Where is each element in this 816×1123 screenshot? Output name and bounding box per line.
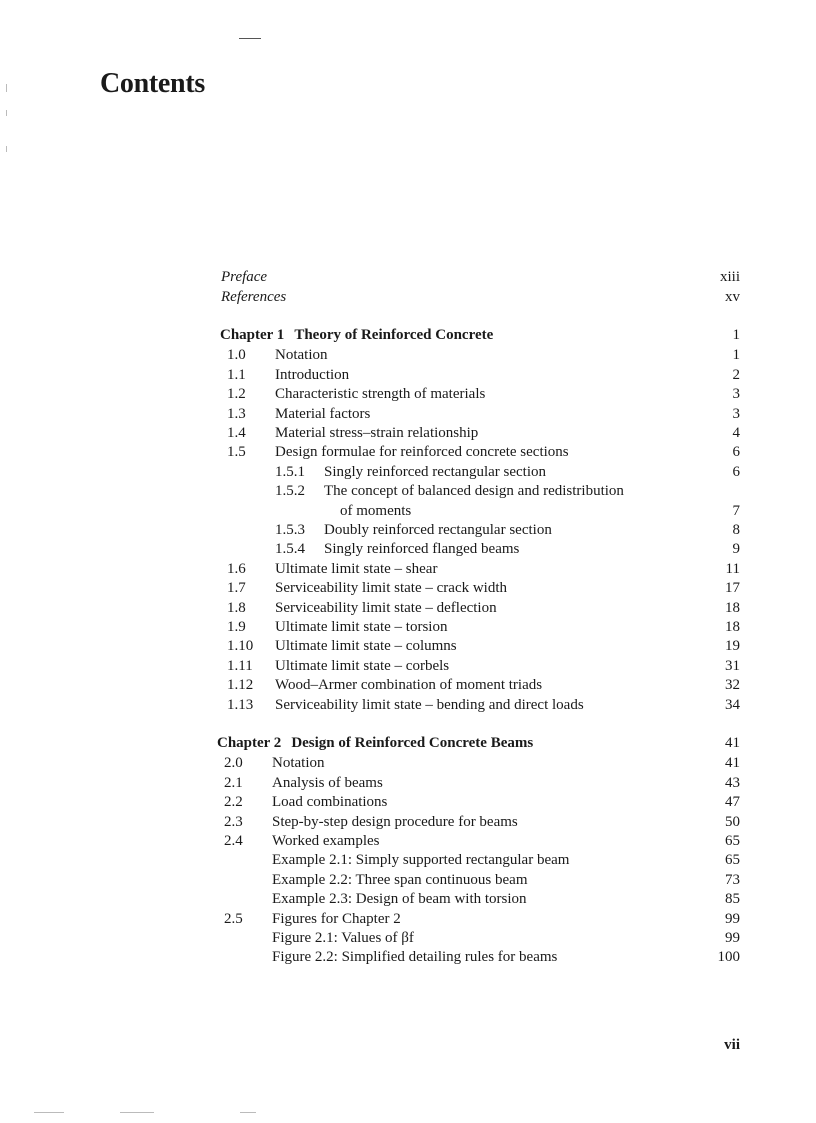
toc-page-number: 31 bbox=[725, 658, 740, 674]
toc-section bbox=[0, 793, 816, 812]
toc-subsection bbox=[0, 521, 816, 540]
toc-entry-title: Serviceability limit state – bending and direct loads bbox=[275, 697, 584, 713]
toc-page-number: 18 bbox=[725, 619, 740, 635]
toc-section bbox=[0, 813, 816, 832]
toc-section-number: 2.3 bbox=[224, 814, 243, 830]
toc-entry-title: Singly reinforced rectangular section bbox=[324, 464, 546, 480]
toc-section-number: 2.1 bbox=[224, 775, 243, 791]
toc-entry-title: Introduction bbox=[275, 367, 350, 383]
toc-section-number: 1.5.1 bbox=[275, 464, 305, 480]
toc-section bbox=[0, 346, 816, 365]
toc-page-number: 65 bbox=[725, 852, 740, 868]
toc-section bbox=[0, 657, 816, 676]
toc-section bbox=[0, 832, 816, 851]
toc-page-number: 73 bbox=[725, 872, 740, 888]
toc-entry-title: Singly reinforced flanged beams bbox=[324, 541, 520, 557]
toc-page-number: 6 bbox=[732, 464, 740, 480]
toc-section-number: 1.5.3 bbox=[275, 522, 305, 538]
toc-section bbox=[0, 579, 816, 598]
toc-entry-title: Serviceability limit state – crack width bbox=[275, 580, 508, 596]
toc-page-number: 43 bbox=[725, 775, 740, 791]
margin-mark bbox=[6, 110, 7, 116]
toc-entry-title: Preface bbox=[221, 269, 268, 285]
toc-entry-title: Doubly reinforced rectangular section bbox=[324, 522, 552, 538]
toc-page-number: 9 bbox=[732, 541, 740, 557]
toc-page-number: 19 bbox=[725, 638, 740, 654]
toc-section bbox=[0, 696, 816, 715]
toc-section bbox=[0, 948, 816, 967]
toc-page-number: 2 bbox=[732, 367, 740, 383]
toc-page-number: 11 bbox=[725, 561, 740, 577]
toc-section-number: 1.11 bbox=[227, 658, 253, 674]
toc-subsection bbox=[0, 540, 816, 559]
chapter-label: Chapter 2 bbox=[217, 735, 282, 751]
toc-entry-title: Figure 2.1: Values of βf bbox=[272, 930, 414, 946]
toc-section bbox=[0, 910, 816, 929]
toc-page-number: xiii bbox=[719, 269, 740, 285]
toc-section bbox=[0, 774, 816, 793]
toc-section-number: 2.0 bbox=[224, 755, 243, 771]
toc-section-number: 1.4 bbox=[227, 425, 246, 441]
toc-subsection bbox=[0, 482, 816, 501]
toc-entry-title: Example 2.1: Simply supported rectangular beam bbox=[272, 852, 570, 868]
toc-section-number: 1.0 bbox=[227, 347, 246, 363]
toc-entry-title: Serviceability limit state – deflection bbox=[275, 600, 497, 616]
toc-entry-title: Ultimate limit state – torsion bbox=[275, 619, 448, 635]
toc-page-number: xv bbox=[725, 289, 740, 305]
toc-page-number: 1 bbox=[732, 347, 740, 363]
toc-section bbox=[0, 754, 816, 773]
toc-page-number: 6 bbox=[732, 444, 740, 460]
toc-section-number: 1.7 bbox=[227, 580, 246, 596]
toc-section-number: 1.5 bbox=[227, 444, 246, 460]
toc-subsection bbox=[0, 463, 816, 482]
toc-section bbox=[0, 385, 816, 404]
toc-section-number: 1.12 bbox=[227, 677, 254, 693]
toc-section-number: 1.3 bbox=[227, 406, 246, 422]
toc-page-number: 50 bbox=[725, 814, 740, 830]
toc-page-number: 18 bbox=[725, 600, 740, 616]
toc-section bbox=[0, 871, 816, 890]
toc-page-number: 41 bbox=[725, 735, 740, 751]
toc-entry-title: Example 2.3: Design of beam with torsion bbox=[272, 891, 527, 907]
toc-section-number: 2.2 bbox=[224, 794, 243, 810]
toc-page-number: 32 bbox=[725, 677, 740, 693]
toc-section bbox=[0, 929, 816, 948]
toc-page-number: 47 bbox=[725, 794, 740, 810]
toc-entry-title: Notation bbox=[275, 347, 328, 363]
toc-section bbox=[0, 637, 816, 656]
toc-section-number: 2.4 bbox=[224, 833, 243, 849]
toc-entry-title: Load combinations bbox=[272, 794, 388, 810]
toc-entry-title: Wood–Armer combination of moment triads bbox=[275, 677, 543, 693]
toc-section bbox=[0, 851, 816, 870]
toc-section bbox=[0, 890, 816, 909]
toc-page-number: 3 bbox=[732, 406, 740, 422]
toc-page-number: 7 bbox=[732, 503, 740, 519]
toc-section-number: 2.5 bbox=[224, 911, 243, 927]
toc-entry-title: Ultimate limit state – shear bbox=[275, 561, 438, 577]
margin-mark bbox=[6, 146, 7, 152]
toc-entry-title: Worked examples bbox=[272, 833, 380, 849]
toc-subsection bbox=[0, 502, 816, 521]
toc-entry-title: Notation bbox=[272, 755, 325, 771]
chapter-title: Theory of Reinforced Concrete bbox=[294, 327, 494, 343]
chapter-label: Chapter 1 bbox=[220, 327, 285, 343]
toc-section-number: 1.5.2 bbox=[275, 483, 305, 499]
toc-entry-title: Ultimate limit state – columns bbox=[275, 638, 457, 654]
toc-section-number: 1.8 bbox=[227, 600, 246, 616]
toc-section bbox=[0, 443, 816, 462]
toc-page-number: 99 bbox=[725, 930, 740, 946]
scan-artifact bbox=[34, 1112, 64, 1113]
toc-page-number: 17 bbox=[725, 580, 740, 596]
toc-section-number: 1.2 bbox=[227, 386, 246, 402]
toc-section bbox=[0, 424, 816, 443]
toc-page-number: 1 bbox=[732, 327, 740, 343]
toc-chapter-heading bbox=[0, 326, 816, 345]
toc-entry-title: Ultimate limit state – corbels bbox=[275, 658, 450, 674]
toc-page-number: 100 bbox=[717, 949, 740, 965]
toc-page-number: 99 bbox=[725, 911, 740, 927]
toc-entry-title: Figures for Chapter 2 bbox=[272, 911, 401, 927]
chapter-heading-text bbox=[220, 326, 493, 345]
toc-section bbox=[0, 676, 816, 695]
toc-front-entry bbox=[0, 268, 816, 287]
scan-artifact bbox=[120, 1112, 154, 1113]
toc-page-number: 65 bbox=[725, 833, 740, 849]
toc-entry-title: The concept of balanced design and redistribution bbox=[324, 483, 624, 499]
toc-entry-title: Analysis of beams bbox=[272, 775, 383, 791]
toc-entry-title: Material factors bbox=[275, 406, 371, 422]
toc-section-number: 1.10 bbox=[227, 638, 254, 654]
toc-entry-title: Example 2.2: Three span continuous beam bbox=[272, 872, 528, 888]
chapter-title: Design of Reinforced Concrete Beams bbox=[291, 735, 534, 751]
toc-entry-title: of moments bbox=[340, 503, 412, 519]
toc-entry-title: Step-by-step design procedure for beams bbox=[272, 814, 518, 830]
toc-section bbox=[0, 366, 816, 385]
toc-entry-title: Material stress–strain relationship bbox=[275, 425, 479, 441]
toc-page-number: 34 bbox=[725, 697, 740, 713]
page-title: Contents bbox=[100, 68, 205, 99]
margin-mark bbox=[6, 84, 7, 92]
chapter-heading-text bbox=[217, 734, 533, 753]
toc-section-number: 1.5.4 bbox=[275, 541, 305, 557]
toc-section bbox=[0, 599, 816, 618]
toc-front-entry bbox=[0, 288, 816, 307]
scan-artifact bbox=[240, 1112, 256, 1113]
toc-section bbox=[0, 405, 816, 424]
toc-section-number: 1.1 bbox=[227, 367, 246, 383]
toc-page-number: 41 bbox=[725, 755, 740, 771]
toc-page-number: 4 bbox=[732, 425, 740, 441]
toc-chapter-heading bbox=[0, 734, 816, 753]
toc-entry-title: Characteristic strength of materials bbox=[275, 386, 486, 402]
toc-entry-title: Figure 2.2: Simplified detailing rules for beams bbox=[272, 949, 558, 965]
top-rule bbox=[239, 38, 261, 39]
toc-section-number: 1.6 bbox=[227, 561, 246, 577]
toc-entry-title: Design formulae for reinforced concrete sections bbox=[275, 444, 569, 460]
toc-section-number: 1.13 bbox=[227, 697, 254, 713]
page-number: vii bbox=[724, 1037, 740, 1053]
toc-section-number: 1.9 bbox=[227, 619, 246, 635]
toc-page-number: 3 bbox=[732, 386, 740, 402]
toc-section bbox=[0, 560, 816, 579]
toc-section bbox=[0, 618, 816, 637]
toc-entry-title: References bbox=[221, 289, 287, 305]
toc-page-number: 8 bbox=[732, 522, 740, 538]
toc-page-number: 85 bbox=[725, 891, 740, 907]
